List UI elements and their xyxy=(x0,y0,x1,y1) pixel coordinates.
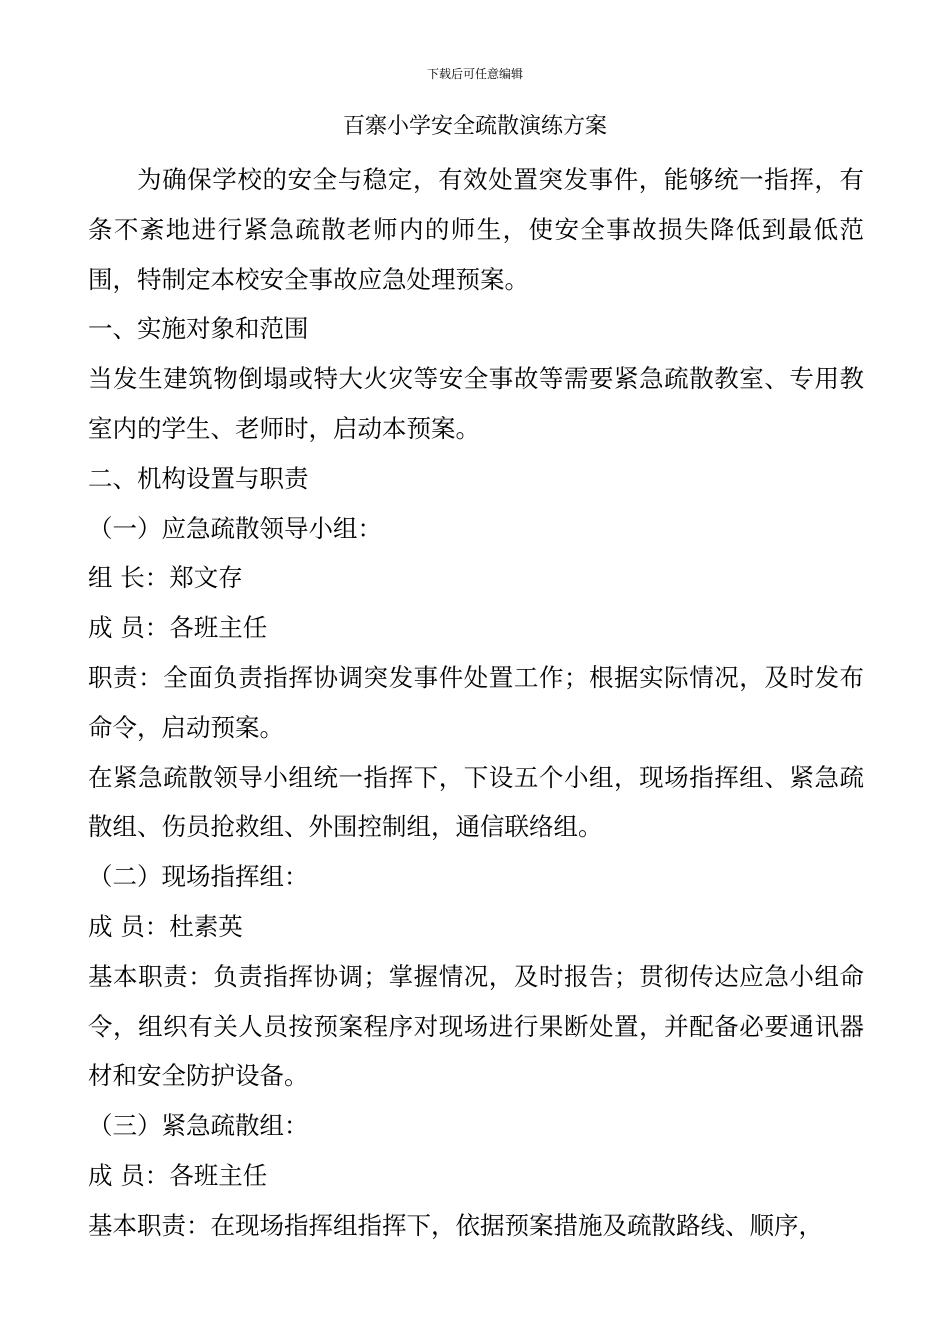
header-note: 下载后可任意编辑 xyxy=(426,67,523,81)
leadership-duties-paragraph: 职责：全面负责指挥协调突发事件处置工作；根据实际情况，及时发布命令，启动预案。 xyxy=(88,662,864,742)
members-line: 成 员：各班主任 xyxy=(88,613,268,643)
document-title: 百寨小学安全疏散演练方案 xyxy=(342,114,607,139)
document-body xyxy=(88,155,864,1251)
subgroups-paragraph: 在紧急疏散领导小组统一指挥下，下设五个小组，现场指挥组、紧急疏散组、伤员抢救组、外围控制组，通信联络组。 xyxy=(88,762,864,842)
intro-paragraph: 为确保学校的安全与稳定，有效处置突发事件，能够统一指挥，有条不紊地进行紧急疏散老师内的师生，使安全事故损失降低到最低范围，特制定本校安全事故应急处理预案。 xyxy=(88,165,864,294)
section-heading-scope: 一、实施对象和范围 xyxy=(88,314,309,344)
subsection-heading-evacuation: （三）紧急疏散组： xyxy=(88,1111,309,1141)
subsection-heading-command: （二）现场指挥组： xyxy=(88,862,309,892)
subsection-heading-leadership: （一）应急疏散领导小组： xyxy=(88,513,382,543)
section-heading-organization: 二、机构设置与职责 xyxy=(88,463,309,493)
command-members-line: 成 员：杜素英 xyxy=(88,911,243,941)
leader-line: 组 长：郑文存 xyxy=(88,563,243,593)
evacuation-members-line: 成 员：各班主任 xyxy=(88,1160,268,1190)
scope-paragraph: 当发生建筑物倒塌或特大火灾等安全事故等需要紧急疏散教室、专用教室内的学生、老师时，启动本预案。 xyxy=(88,364,864,443)
command-duties-paragraph: 基本职责：负责指挥协调；掌握情况，及时报告；贯彻传达应急小组命令，组织有关人员按预案程序对现场进行果断处置，并配备必要通讯器材和安全防护设备。 xyxy=(88,961,864,1091)
evacuation-duties-paragraph: 基本职责：在现场指挥组指挥下，依据预案措施及疏散路线、顺序， xyxy=(88,1210,823,1240)
